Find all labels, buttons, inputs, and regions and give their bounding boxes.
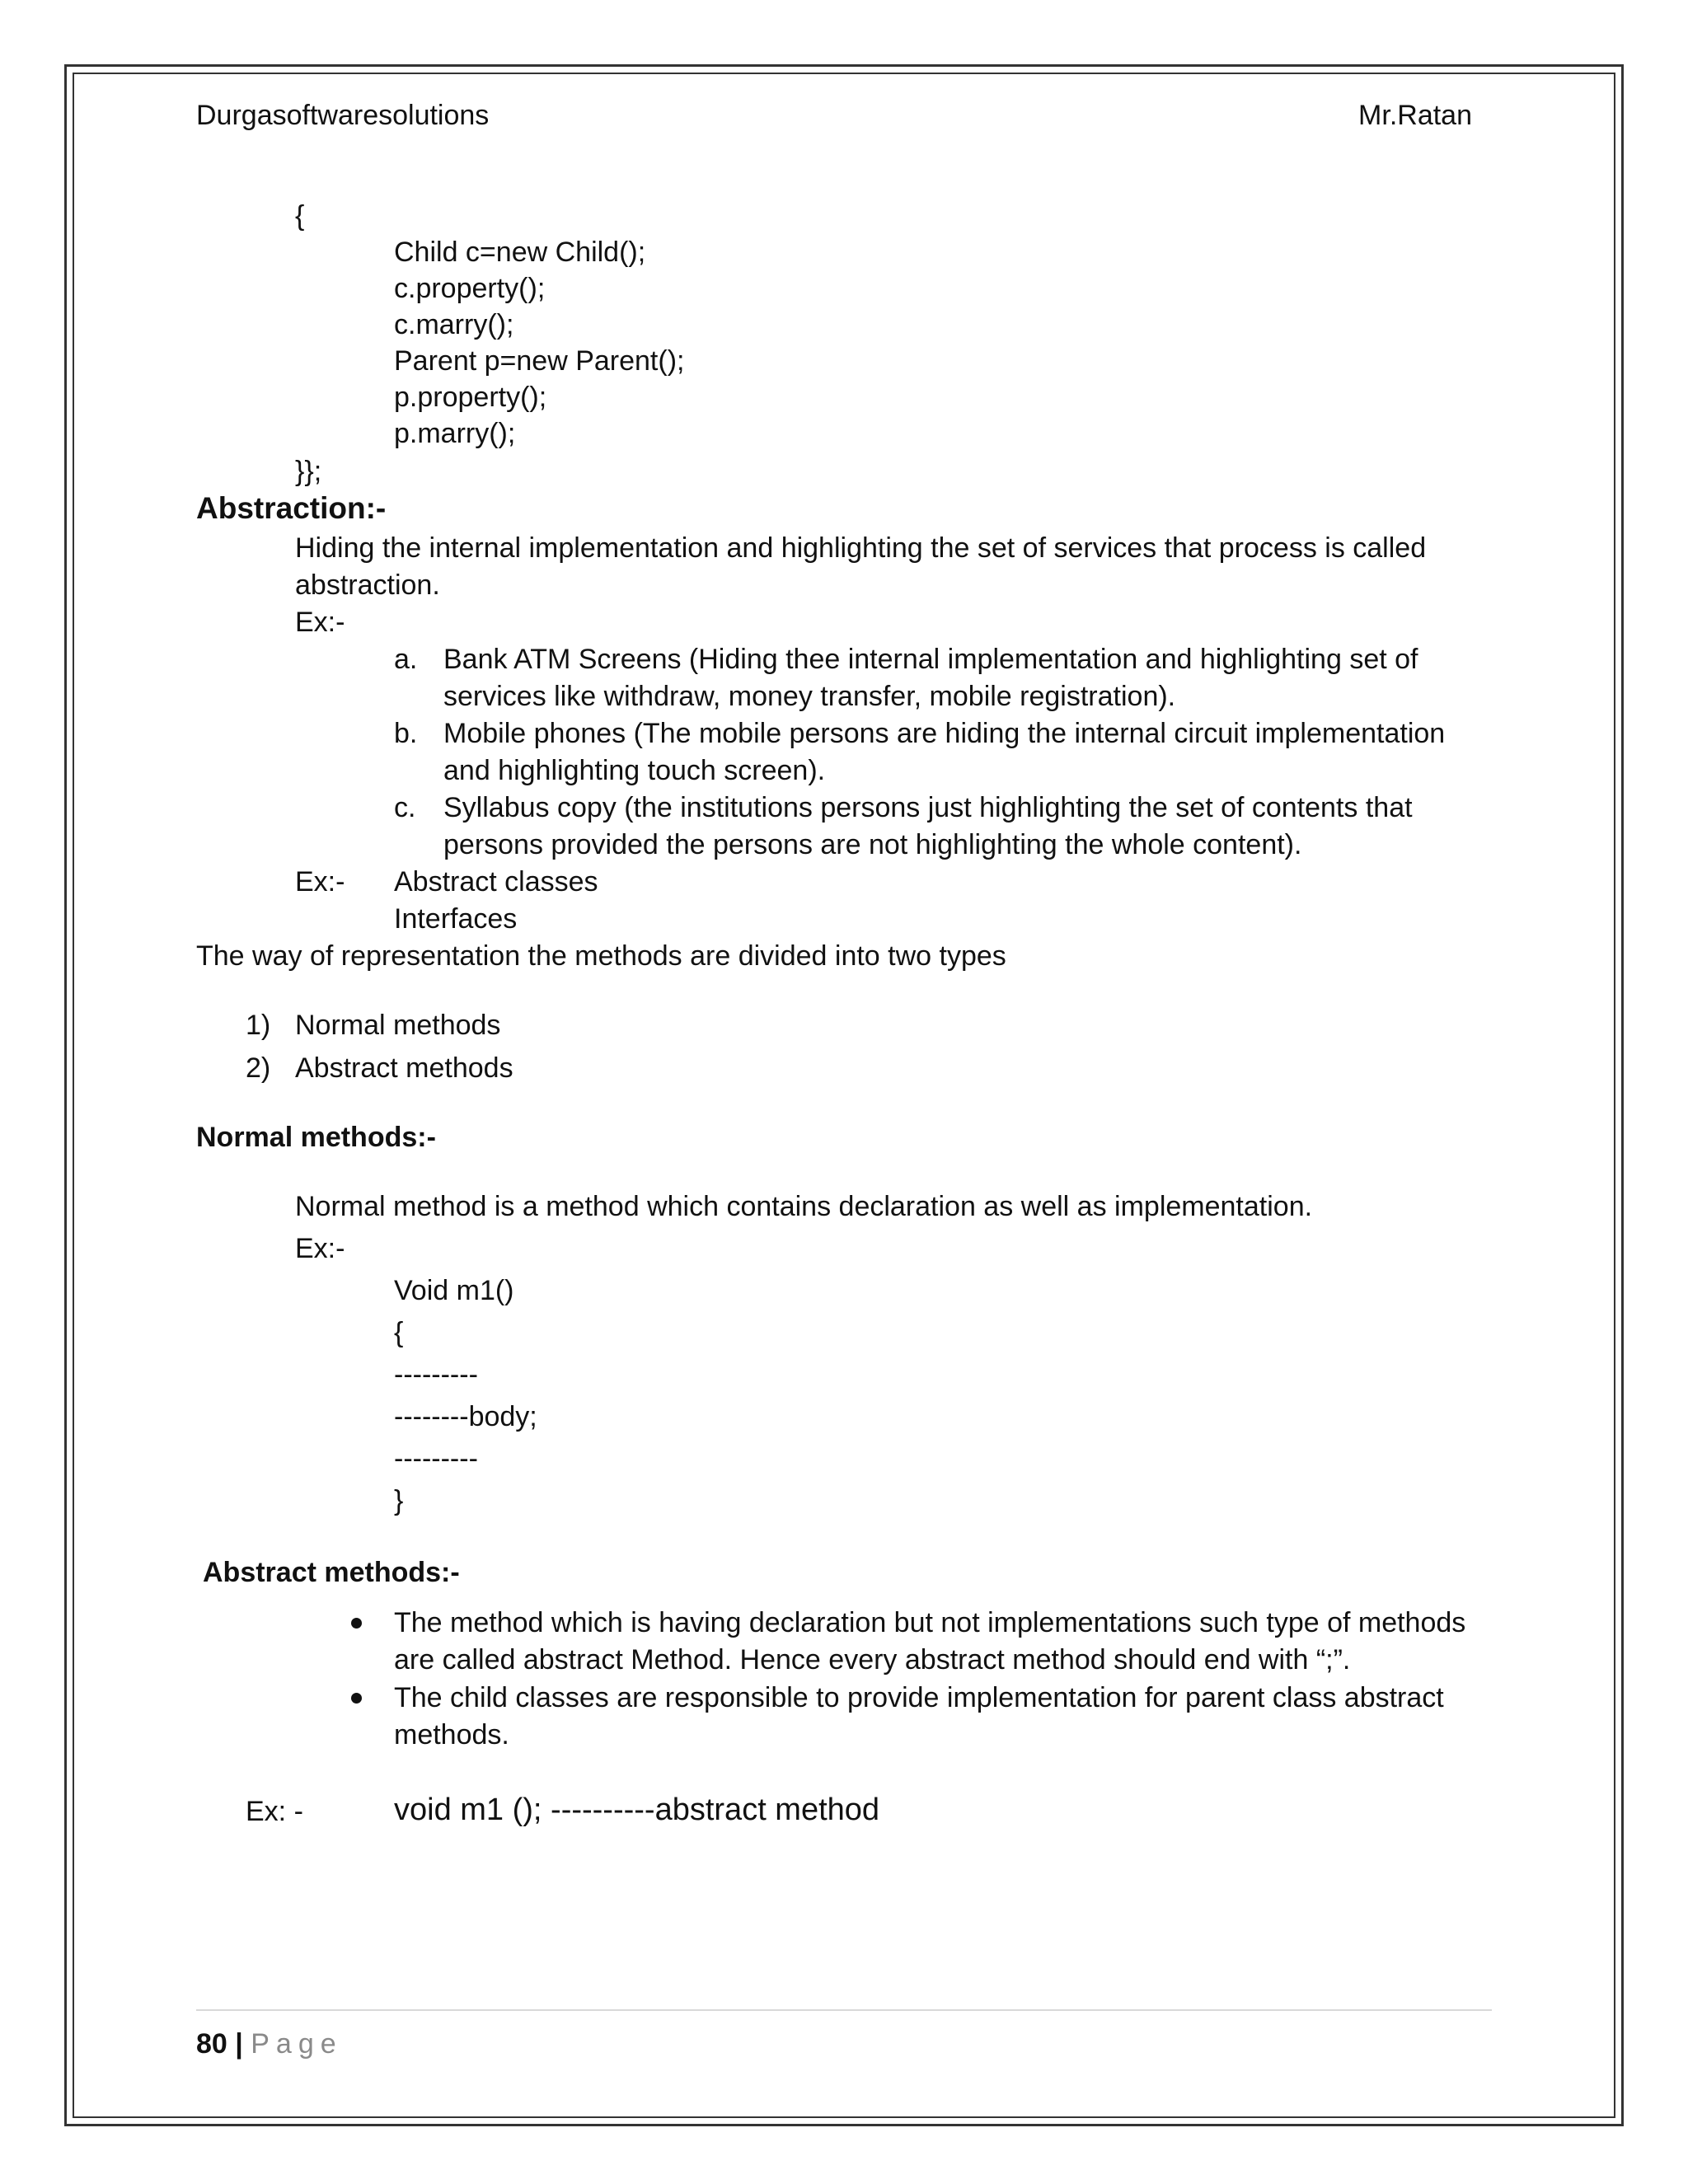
ex-label: Ex:- (295, 866, 345, 898)
code-line: } (394, 1485, 404, 1516)
normal-methods-description: Normal method is a method which contains declaration as well as implementation. (295, 1191, 1313, 1222)
page-label: Page (251, 2028, 343, 2060)
code-line: Parent p=new Parent(); (394, 345, 685, 377)
example-line: persons provided the persons are not highlighting the whole content). (443, 829, 1302, 860)
ex-item: Interfaces (394, 903, 518, 935)
abstraction-heading: Abstraction:- (196, 491, 387, 525)
code-line: { (394, 1317, 404, 1348)
code-line: Child c=new Child(); (394, 237, 646, 268)
code-line: --------- (394, 1443, 478, 1474)
code-line: Void m1() (394, 1275, 514, 1306)
example-line: Bank ATM Screens (Hiding thee internal implementation and highlighting set of (443, 644, 1418, 675)
page-number: 80 (196, 2028, 227, 2060)
ex-label: Ex: - (246, 1796, 303, 1827)
types-intro: The way of representation the methods are divided into two types (196, 940, 1006, 972)
code-line: --------- (394, 1359, 478, 1390)
ex-label: Ex:- (295, 607, 345, 638)
normal-methods-heading: Normal methods:- (196, 1122, 436, 1153)
abstract-method-example: void m1 (); ----------abstract method (394, 1793, 880, 1827)
code-line: c.marry(); (394, 309, 514, 340)
bullet-text-line: The method which is having declaration but not implementations such type of methods (394, 1607, 1466, 1638)
list-item: Normal methods (295, 1010, 501, 1041)
example-line: services like withdraw, money transfer, mobile registration). (443, 681, 1176, 712)
abstraction-definition-line1: Hiding the internal implementation and highlighting the set of services that process is called (295, 532, 1427, 564)
example-line: and highlighting touch screen). (443, 755, 826, 786)
bullet-icon (351, 1618, 362, 1629)
page-separator: | (235, 2028, 243, 2060)
code-close-brace: }}; (295, 456, 322, 487)
example-line: Mobile phones (The mobile persons are hiding the internal circuit implementation (443, 718, 1446, 749)
abstraction-definition-line2: abstraction. (295, 569, 440, 601)
example-marker: b. (394, 718, 418, 749)
bullet-text-line: are called abstract Method. Hence every abstract method should end with “;”. (394, 1644, 1351, 1675)
header-right: Mr.Ratan (1358, 100, 1472, 131)
footer (196, 2027, 343, 2060)
abstract-methods-heading: Abstract methods:- (203, 1557, 460, 1588)
list-number: 2) (246, 1052, 271, 1084)
code-line: p.marry(); (394, 418, 516, 449)
list-item: Abstract methods (295, 1052, 513, 1084)
example-line: Syllabus copy (the institutions persons just highlighting the set of contents that (443, 792, 1413, 823)
code-line: c.property(); (394, 273, 546, 304)
bullet-text-line: methods. (394, 1719, 509, 1750)
code-line: p.property(); (394, 382, 547, 413)
bullet-icon (351, 1693, 362, 1704)
code-line: --------body; (394, 1401, 537, 1432)
example-marker: c. (394, 792, 416, 823)
list-number: 1) (246, 1010, 271, 1041)
bullet-text-line: The child classes are responsible to provide implementation for parent class abstract (394, 1682, 1444, 1713)
code-open-brace: { (295, 200, 305, 232)
footer-divider (196, 2009, 1492, 2011)
ex-label: Ex:- (295, 1233, 345, 1264)
example-marker: a. (394, 644, 418, 675)
ex-item: Abstract classes (394, 866, 598, 898)
header-left: Durgasoftwaresolutions (196, 100, 490, 131)
